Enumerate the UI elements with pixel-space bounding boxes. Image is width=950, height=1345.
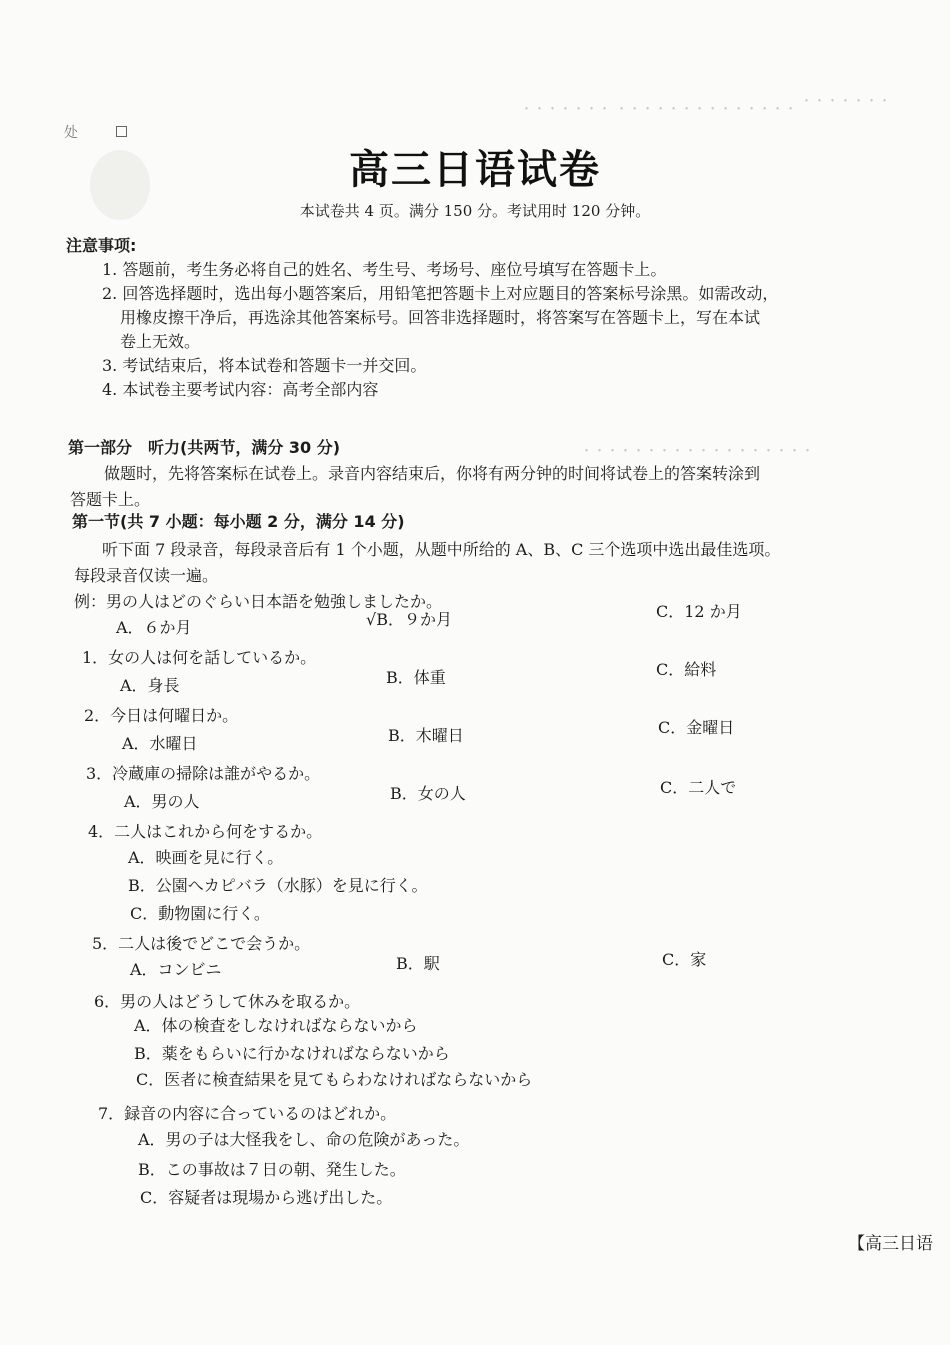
- q4-option-c: C．動物園に行く。: [130, 904, 270, 923]
- part1-heading: 第一部分 听力(共两节，满分 30 分): [68, 438, 341, 457]
- footer-page-tag: 【高三日语: [848, 1234, 933, 1254]
- question-5: 5．二人は後でどこで会うか。: [92, 934, 311, 953]
- question-2: 2．今日は何曜日か。: [84, 706, 239, 725]
- q3-option-c: C．二人で: [660, 778, 737, 797]
- q3-option-a: A．男の人: [124, 792, 200, 811]
- example-option-b: √B．９か月: [366, 610, 452, 629]
- margin-box-icon: [116, 126, 127, 137]
- question-7: 7．録音の内容に合っているのはどれか。: [98, 1104, 397, 1123]
- notice-item: 4. 本试卷主要考试内容：高考全部内容: [102, 380, 379, 399]
- bleed-through-text: ・・・・・・・・・・・・・・・・・・: [580, 444, 815, 459]
- part1-instruction: 答题卡上。: [70, 490, 151, 509]
- margin-glyph: 处: [64, 125, 78, 141]
- q1-option-a: A．身長: [120, 676, 180, 695]
- example-question: 例：男の人はどのぐらい日本語を勉強しましたか。: [74, 592, 443, 611]
- q1-option-b: B．体重: [386, 668, 446, 687]
- example-option-a: A．６か月: [116, 618, 192, 637]
- bleed-through-text: ・・・・・・・: [800, 94, 892, 109]
- q7-option-a: A．男の子は大怪我をし、命の危険があった。: [138, 1130, 470, 1149]
- q2-option-a: A．水曜日: [122, 734, 198, 753]
- q4-option-a: A．映画を見に行く。: [128, 848, 284, 867]
- question-3: 3．冷蔵庫の掃除は誰がやるか。: [86, 764, 321, 783]
- q5-option-c: C．家: [662, 950, 707, 969]
- q1-option-c: C．給料: [656, 660, 717, 679]
- question-4: 4．二人はこれから何をするか。: [88, 822, 323, 841]
- exam-title: 高三日语试卷: [349, 147, 601, 193]
- section1-heading: 第一节(共 7 小题：每小题 2 分，满分 14 分): [72, 512, 405, 531]
- q7-option-c: C．容疑者は現場から逃げ出した。: [140, 1188, 393, 1207]
- section1-instruction: 每段录音仅读一遍。: [74, 566, 219, 585]
- bleed-through-text: ・・・・・・・ ・・・・・・・・・・・・・・: [520, 102, 798, 117]
- q5-option-b: B．駅: [396, 954, 440, 973]
- q6-option-b: B．薬をもらいに行かなければならないから: [134, 1044, 450, 1063]
- part1-instruction: 做题时，先将答案标在试卷上。录音内容结束后，你将有两分钟的时间将试卷上的答案转涂到: [104, 464, 761, 483]
- notice-heading: 注意事项:: [66, 236, 137, 255]
- notice-item: 1. 答题前，考生务必将自己的姓名、考生号、考场号、座位号填写在答题卡上。: [102, 260, 667, 279]
- notice-item: 用橡皮擦干净后，再选涂其他答案标号。回答非选择题时，将答案写在答题卡上，写在本试: [120, 308, 761, 327]
- exam-subtitle: 本试卷共 4 页。满分 150 分。考试用时 120 分钟。: [299, 202, 651, 220]
- q2-option-c: C．金曜日: [658, 718, 735, 737]
- q4-option-b: B．公園へカピバラ（水豚）を見に行く。: [128, 876, 428, 895]
- example-option-c: C．12 か月: [656, 602, 742, 621]
- q2-option-b: B．木曜日: [388, 726, 464, 745]
- question-6: 6．男の人はどうして休みを取るか。: [94, 992, 361, 1011]
- q3-option-b: B．女の人: [390, 784, 466, 803]
- notice-item: 3. 考试结束后，将本试卷和答题卡一并交回。: [102, 356, 427, 375]
- notice-item: 2. 回答选择题时，选出每小题答案后，用铅笔把答题卡上对应题目的答案标号涂黑。如需改动，: [102, 284, 779, 303]
- q6-option-a: A．体の検査をしなければならないから: [134, 1016, 418, 1035]
- q7-option-b: B．この事故は７日の朝、発生した。: [138, 1160, 406, 1179]
- section1-instruction: 听下面 7 段录音，每段录音后有 1 个小题，从题中所给的 A、B、C 三个选项中选出最佳选项。: [102, 540, 781, 559]
- q6-option-c: C．医者に検査結果を見てもらわなければならないから: [136, 1070, 533, 1089]
- notice-item: 卷上无效。: [120, 332, 201, 351]
- question-1: 1．女の人は何を話しているか。: [82, 648, 317, 667]
- q5-option-a: A．コンビニ: [130, 960, 222, 979]
